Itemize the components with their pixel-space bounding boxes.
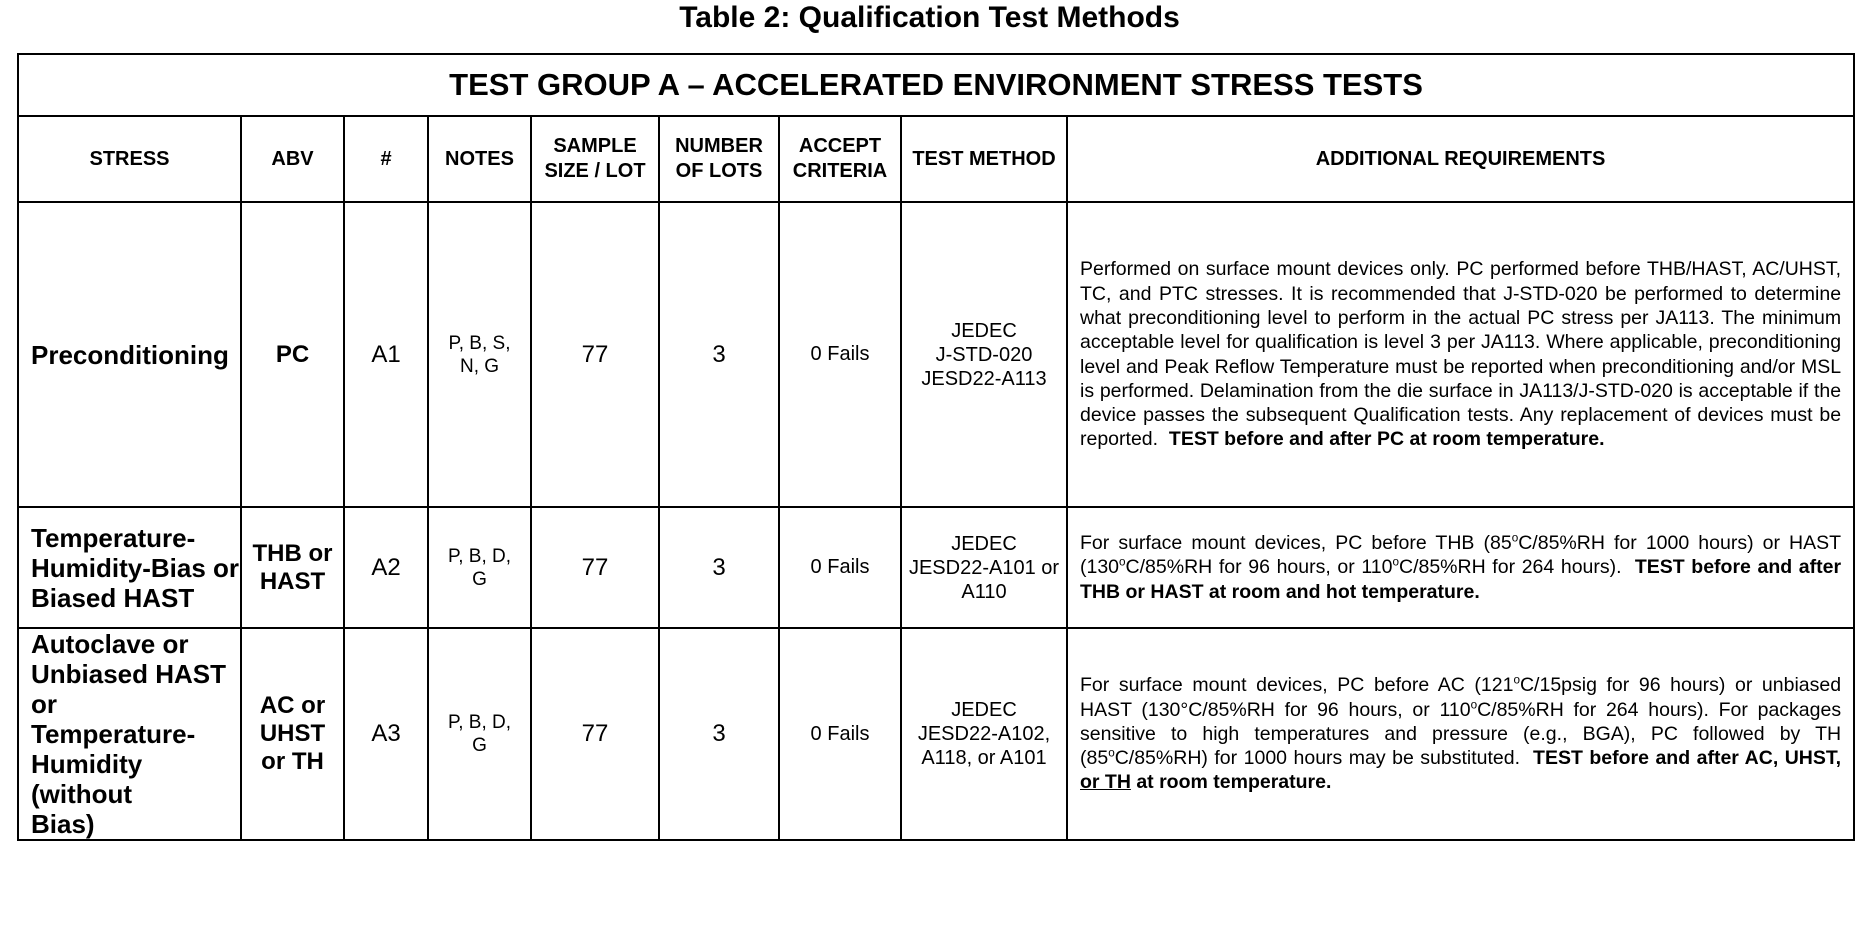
sample-size-cell: 77 [531, 628, 659, 840]
header-accept-line2: CRITERIA [792, 160, 888, 182]
abv-cell [241, 507, 344, 628]
table-row [18, 507, 1854, 628]
notes-line: G [472, 568, 487, 590]
degree-mark: o [1511, 531, 1519, 545]
notes-line: P, B, D, [447, 545, 511, 567]
abv-line: HAST [259, 567, 326, 595]
requirements-bold-text: TEST before and after PC at room temperature. [1168, 428, 1605, 451]
column-header-row [18, 116, 1854, 202]
test-number-cell: A1 [344, 202, 428, 507]
notes-line: G [472, 735, 487, 756]
stress-line: Temperature- [31, 522, 196, 553]
sample-size-cell: 77 [531, 202, 659, 507]
stress-line: Biased HAST [31, 582, 195, 613]
method-line: JESD22-A113 [921, 367, 1047, 390]
requirements-text: C/15psig for 96 hours) or unbiased HAST (130°C/85%RH for 96 hours, or 110 [1080, 674, 1842, 721]
notes-cell [428, 628, 531, 840]
test-method-cell [901, 628, 1067, 840]
stress-line: Humidity (without [31, 749, 143, 809]
requirements-bold-text: TEST before and after THB or HAST at room and hot temperature. [1080, 556, 1842, 603]
number-of-lots-cell: 3 [659, 202, 779, 507]
requirements-text: For surface mount devices, PC before AC (121 [1080, 674, 1514, 697]
header-number: # [344, 116, 428, 202]
requirements-text: C/85%RH for 96 hours, or 110 [1125, 556, 1393, 579]
degree-mark: o [1513, 673, 1520, 687]
accept-criteria-cell: 0 Fails [779, 507, 901, 628]
header-notes: NOTES [428, 116, 531, 202]
degree-mark: o [1392, 555, 1399, 569]
test-method-cell [901, 507, 1067, 628]
stress-cell [18, 507, 241, 628]
header-lots-line2: OF LOTS [675, 160, 763, 182]
method-line: JESD22-A101 or [908, 556, 1060, 579]
group-header-row [18, 54, 1854, 116]
header-sample-size-line2: SIZE / LOT [544, 160, 646, 182]
abv-line: UHST [259, 720, 326, 747]
notes-line: N, G [459, 355, 500, 377]
notes-line: P, B, D, [447, 712, 511, 733]
header-accept-criteria [779, 116, 901, 202]
header-test-method: TEST METHOD [901, 116, 1067, 202]
method-line: JEDEC [951, 532, 1017, 555]
header-abv: ABV [241, 116, 344, 202]
requirements-text: C/85%RH for 264 hours). [1398, 556, 1622, 579]
requirements-bold-underlined: , or TH [1080, 747, 1842, 794]
method-line: JEDEC [951, 319, 1017, 342]
additional-requirements-cell [1067, 202, 1854, 507]
accept-criteria-cell: 0 Fails [779, 202, 901, 507]
stress-cell: Preconditioning [18, 202, 241, 507]
abv-line: AC or [259, 692, 326, 719]
header-stress: STRESS [18, 116, 241, 202]
table-row [18, 628, 1854, 840]
stress-cell [18, 628, 241, 840]
accept-criteria-cell: 0 Fails [779, 628, 901, 840]
group-title: TEST GROUP A – ACCELERATED ENVIRONMENT STRESS TESTS [18, 54, 1854, 116]
test-number-cell: A2 [344, 507, 428, 628]
additional-requirements-cell [1067, 507, 1854, 628]
requirements-text: For surface mount devices, PC before THB (85 [1080, 532, 1512, 555]
qualification-table [17, 53, 1855, 841]
method-line: A110 [961, 580, 1007, 603]
stress-line: Bias) [31, 809, 95, 839]
abv-line: or TH [261, 748, 324, 775]
abv-cell: PC [241, 202, 344, 507]
header-additional-requirements: ADDITIONAL REQUIREMENTS [1067, 116, 1854, 202]
requirements-text: Performed on surface mount devices only. PC performed before THB/HAST, AC/UHST, TC, and PTC stresses. It is recommended that J-STD-020 be performed to determine what preconditioning level to perform in the actual PC stress per JA113. The minimum acceptable level for qualification is level 3 per JA113. Where applicable, preconditioning level and Peak Reflow Temperature must be reported when preconditioning and/or MSL is performed. Delamination from the die surface in JA113/J-STD-020 is acceptable if the device passes the subsequent Qualification tests. Any replacement of devices must be reported. [1080, 258, 1842, 451]
abv-line: THB or [252, 539, 333, 567]
number-of-lots-cell: 3 [659, 628, 779, 840]
stress-line: Unbiased HAST or [31, 659, 227, 719]
method-line: A118, or A101 [921, 747, 1047, 769]
method-line: J-STD-020 [935, 343, 1033, 366]
notes-cell [428, 507, 531, 628]
requirements-text: C/85%RH for 1000 hours) or HAST (130 [1080, 532, 1842, 579]
notes-line: P, B, S, [448, 332, 511, 354]
table-row [18, 202, 1854, 507]
header-sample-size [531, 116, 659, 202]
abv-cell [241, 628, 344, 840]
header-lots-line1: NUMBER [675, 135, 763, 157]
degree-mark: o [1470, 698, 1478, 712]
test-method-cell [901, 202, 1067, 507]
degree-mark: o [1108, 746, 1115, 760]
stress-line: Humidity-Bias or [31, 552, 240, 583]
header-accept-line1: ACCEPT [798, 135, 882, 157]
requirements-text: C/85%RH) for 1000 hours may be substituted. [1114, 747, 1521, 770]
stress-line: Temperature- [31, 719, 196, 749]
test-number-cell: A3 [344, 628, 428, 840]
number-of-lots-cell: 3 [659, 507, 779, 628]
requirements-text: C/85%RH for 264 hours). For packages sensitive to high temperatures and pressure (e.g., BGA), PC followed by TH (85 [1080, 698, 1842, 770]
header-number-of-lots [659, 116, 779, 202]
stress-line: Autoclave or [31, 629, 189, 659]
header-sample-size-line1: SAMPLE [553, 135, 637, 157]
notes-cell [428, 202, 531, 507]
page-title: Table 2: Qualification Test Methods [679, 1, 1180, 34]
requirements-bold-part: TEST before and after AC, UHST [1533, 747, 1836, 770]
method-line: JEDEC [951, 699, 1017, 721]
additional-requirements-cell [1067, 628, 1854, 840]
sample-size-cell: 77 [531, 507, 659, 628]
method-line: JESD22-A102, [917, 723, 1051, 745]
requirements-bold-part: at room temperature. [1130, 771, 1332, 794]
degree-mark: o [1119, 555, 1126, 569]
